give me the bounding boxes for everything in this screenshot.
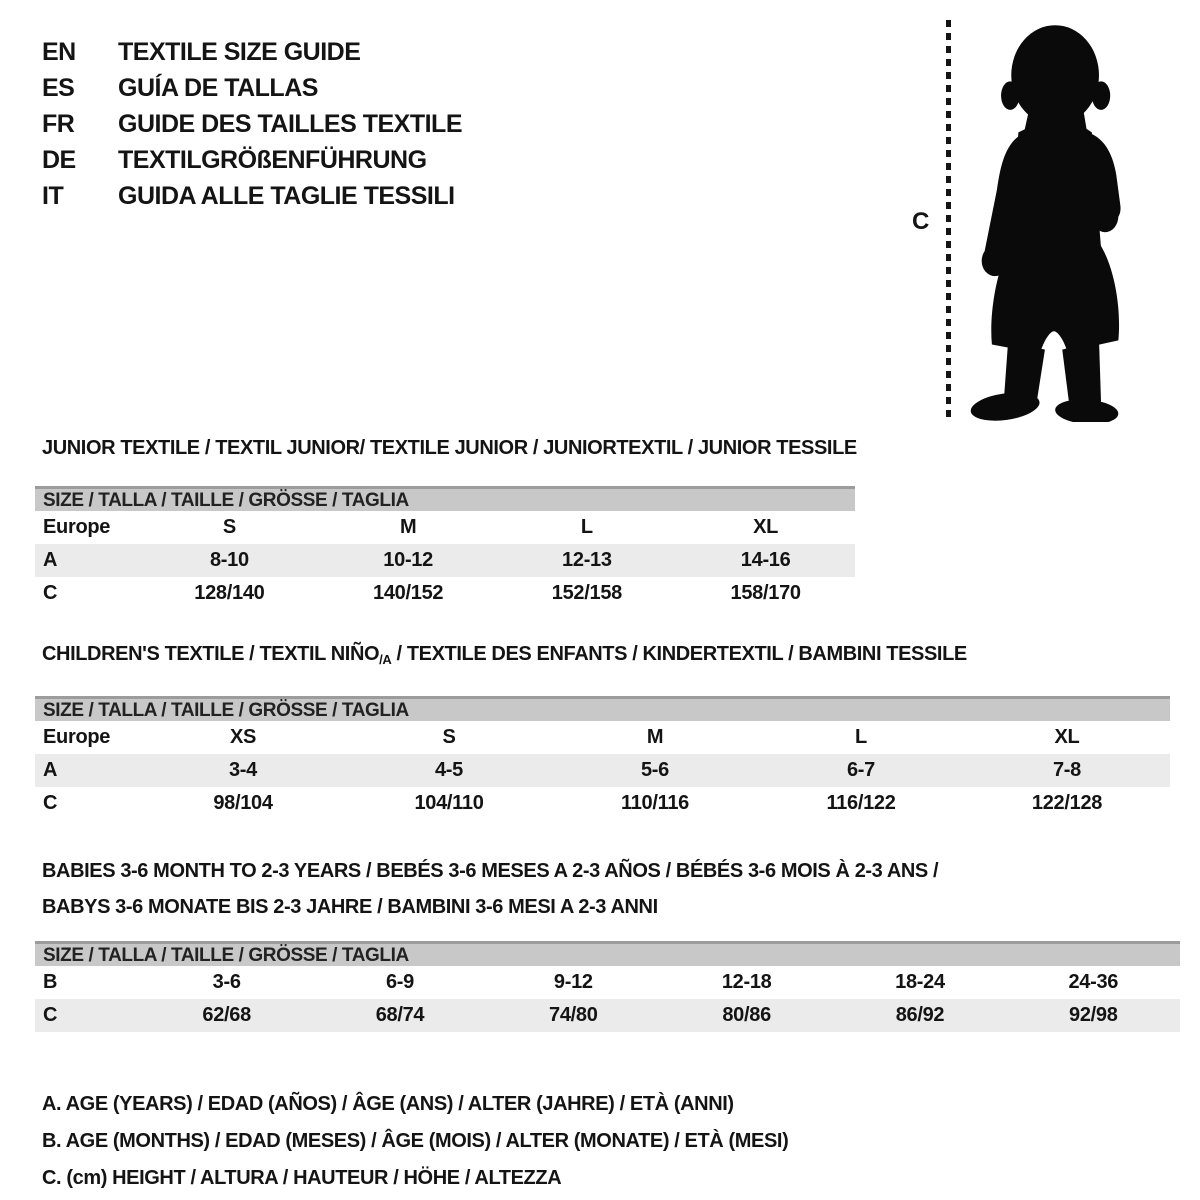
size-value: M: [646, 726, 664, 748]
children-title-rest: / TEXTILE DES ENFANTS / KINDERTEXTIL / BAMBINI TESSILE: [391, 643, 967, 665]
lang-code: EN: [42, 38, 76, 66]
height-value: 80/86: [722, 1004, 771, 1026]
height-value: 68/74: [375, 1004, 425, 1026]
size-value: S: [222, 516, 236, 538]
size-value: XL: [753, 516, 779, 538]
babies-title-line2: BABYS 3-6 MONATE BIS 2-3 JAHRE / BAMBINI 3-6 MESI A 2-3 ANNI: [42, 896, 658, 918]
size-value: XS: [229, 726, 257, 748]
age-months-value: 18-24: [895, 971, 945, 993]
row-label: B: [43, 971, 58, 993]
height-value: 140/152: [373, 582, 444, 604]
table-row-height: [35, 577, 855, 610]
height-value: 86/92: [895, 1004, 945, 1026]
age-value: 6-7: [846, 759, 875, 781]
legend-line-b: B. AGE (MONTHS) / EDAD (MESES) / ÂGE (MOIS) / ALTER (MONATE) / ETÀ (MESI): [42, 1130, 789, 1152]
height-value: 92/98: [1069, 1004, 1118, 1026]
guide-title-de: TEXTILGRÖßENFÜHRUNG: [118, 146, 427, 174]
size-header-band: [35, 941, 1180, 966]
babies-size-table: [35, 941, 1180, 1032]
table-row-age: [35, 544, 855, 577]
size-value: M: [399, 516, 417, 538]
junior-size-table: [35, 486, 855, 610]
size-value: S: [442, 726, 456, 748]
age-value: 14-16: [740, 549, 791, 571]
size-value: L: [580, 516, 593, 538]
height-value: 158/170: [730, 582, 801, 604]
height-value: 74/80: [549, 1004, 598, 1026]
lang-code: IT: [42, 182, 64, 210]
age-months-value: 12-18: [721, 971, 772, 993]
height-value: 110/116: [621, 792, 689, 814]
age-value: 10-12: [383, 549, 433, 571]
legend-line-a: A. AGE (YEARS) / EDAD (AÑOS) / ÂGE (ANS) / ALTER (JAHRE) / ETÀ (ANNI): [42, 1093, 734, 1115]
row-label: C: [43, 582, 58, 604]
age-months-value: 3-6: [212, 971, 241, 993]
age-value: 7-8: [1052, 759, 1081, 781]
children-section-title: [42, 643, 1200, 671]
size-header-text: SIZE / TALLA / TAILLE / GRÖSSE / TAGLIA: [43, 945, 409, 966]
age-value: 4-5: [434, 759, 463, 781]
row-label: A: [43, 549, 58, 571]
row-label: Europe: [43, 726, 111, 748]
guide-title-es: GUÍA DE TALLAS: [118, 74, 318, 102]
age-months-value: 24-36: [1068, 971, 1119, 993]
children-size-table: [35, 696, 1170, 820]
size-value: XL: [1054, 726, 1080, 748]
lang-code: DE: [42, 146, 76, 174]
table-row-height: [35, 999, 1180, 1032]
height-value: 62/68: [202, 1004, 251, 1026]
lang-code: FR: [42, 110, 75, 138]
guide-title-fr: GUIDE DES TAILLES TEXTILE: [118, 110, 463, 138]
age-value: 8-10: [209, 549, 249, 571]
legend-line-c: C. (cm) HEIGHT / ALTURA / HAUTEUR / HÖHE / ALTEZZA: [42, 1167, 562, 1189]
table-row-europe: [35, 721, 1170, 754]
height-value: 104/110: [414, 792, 484, 814]
children-title-main: CHILDREN'S TEXTILE / TEXTIL NIÑO: [42, 643, 380, 665]
guide-title-en: TEXTILE SIZE GUIDE: [118, 38, 361, 66]
age-months-value: 6-9: [385, 971, 414, 993]
size-header-text: SIZE / TALLA / TAILLE / GRÖSSE / TAGLIA: [43, 490, 409, 511]
babies-section-title: [42, 853, 1200, 925]
row-label: C: [43, 1004, 58, 1026]
lang-code: ES: [42, 74, 75, 102]
height-value: 128/140: [194, 582, 265, 604]
babies-title-line1: BABIES 3-6 MONTH TO 2-3 YEARS / BEBÉS 3-6 MESES A 2-3 AÑOS / BÉBÉS 3-6 MOIS À 2-3 ANS /: [42, 860, 939, 882]
height-dashed-line: [946, 20, 951, 420]
measure-legend: [42, 1086, 1200, 1197]
table-row-age: [35, 754, 1170, 787]
age-value: 5-6: [640, 759, 669, 781]
height-value: 116/122: [826, 792, 896, 814]
junior-section-title: JUNIOR TEXTILE / TEXTIL JUNIOR/ TEXTILE JUNIOR / JUNIORTEXTIL / JUNIOR TESSILE: [42, 437, 857, 459]
size-header-band: [35, 696, 1170, 721]
table-row-age-months: [35, 966, 1180, 999]
table-row-height: [35, 787, 1170, 820]
table-row-europe: [35, 511, 855, 544]
height-value: 152/158: [551, 582, 622, 604]
age-months-value: 9-12: [553, 971, 593, 993]
children-title-sub: /A: [379, 652, 392, 667]
size-header-text: SIZE / TALLA / TAILLE / GRÖSSE / TAGLIA: [43, 700, 409, 721]
height-value: 122/128: [1031, 792, 1103, 814]
guide-title-it: GUIDA ALLE TAGLIE TESSILI: [118, 182, 455, 210]
row-label: Europe: [43, 516, 111, 538]
height-measure-figure: [900, 14, 1180, 428]
age-value: 3-4: [228, 759, 257, 781]
header-area: [0, 0, 1200, 430]
height-value: 98/104: [213, 792, 273, 814]
size-header-band: [35, 486, 855, 511]
toddler-silhouette-image: [956, 14, 1142, 422]
age-value: 12-13: [562, 549, 612, 571]
row-label: C: [43, 792, 58, 814]
size-value: L: [855, 726, 867, 748]
height-measure-label: C: [912, 208, 930, 235]
row-label: A: [43, 759, 58, 781]
